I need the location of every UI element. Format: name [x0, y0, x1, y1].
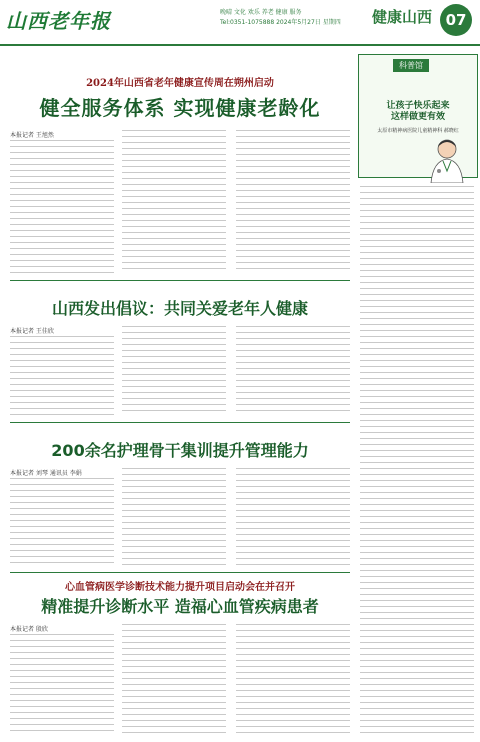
article3-col3: [236, 468, 350, 566]
masthead: [0, 0, 480, 46]
article3-byline: 本报记者 刘琴 通讯员 李娟: [10, 470, 82, 477]
science-box: [358, 54, 478, 178]
article2-headline: 山西发出倡议：共同关爱老年人健康: [51, 299, 308, 318]
article3-col2: [122, 468, 226, 566]
article2-byline: 本报记者 王佳欣: [10, 328, 54, 335]
masthead-columns: 晚晴 文化 欢乐 养老 健康 服务: [220, 9, 302, 16]
article1-headline: 健全服务体系 实现健康老龄化: [39, 96, 321, 120]
sidebar-body: [360, 186, 474, 734]
sidebar-column: [358, 48, 476, 738]
article4-col1: [10, 634, 114, 734]
article1-kicker: 2024年山西省老年健康宣传周在朔州启动: [86, 78, 274, 89]
divider: [10, 280, 350, 281]
science-tag: 科普馆: [393, 59, 429, 72]
divider: [10, 572, 350, 573]
newspaper-logo: 山西老年报: [6, 9, 111, 33]
sidebar-title-line1: 让孩子快乐起来: [386, 101, 450, 111]
article4-col2: [122, 624, 226, 734]
article3-headline: 200余名护理骨干集训提升管理能力: [51, 441, 309, 460]
sidebar-author: 太原市精神病医院儿童精神科 郝晓红: [377, 128, 459, 134]
article1-byline: 本报记者 王旭然: [10, 132, 54, 139]
article4-headline: 精准提升诊断水平 造福心血管疾病患者: [41, 597, 319, 616]
article1-col2: [122, 130, 226, 274]
page-number: 07: [440, 4, 472, 36]
sidebar-title: [363, 101, 473, 123]
article4-kicker: 心血管病医学诊断技术能力提升项目启动会在并召开: [65, 582, 295, 593]
article2-col2: [122, 326, 226, 416]
article1-col3: [236, 130, 350, 274]
sidebar-title-line2: 这样做更有效: [390, 112, 445, 122]
masthead-info: [220, 8, 341, 28]
article2-col1: [10, 336, 114, 416]
article4-col3: [236, 624, 350, 734]
article4-byline: 本报记者 殷欣: [10, 626, 48, 633]
section-title: 健康山西: [372, 8, 433, 26]
masthead-date: Tel:0351-1075888 2024年5月27日 星期四: [220, 19, 341, 26]
article2-col3: [236, 326, 350, 416]
article1-col1: [10, 140, 114, 274]
doctor-illustration-icon: [419, 135, 471, 183]
divider: [10, 422, 350, 423]
article3-col1: [10, 478, 114, 566]
